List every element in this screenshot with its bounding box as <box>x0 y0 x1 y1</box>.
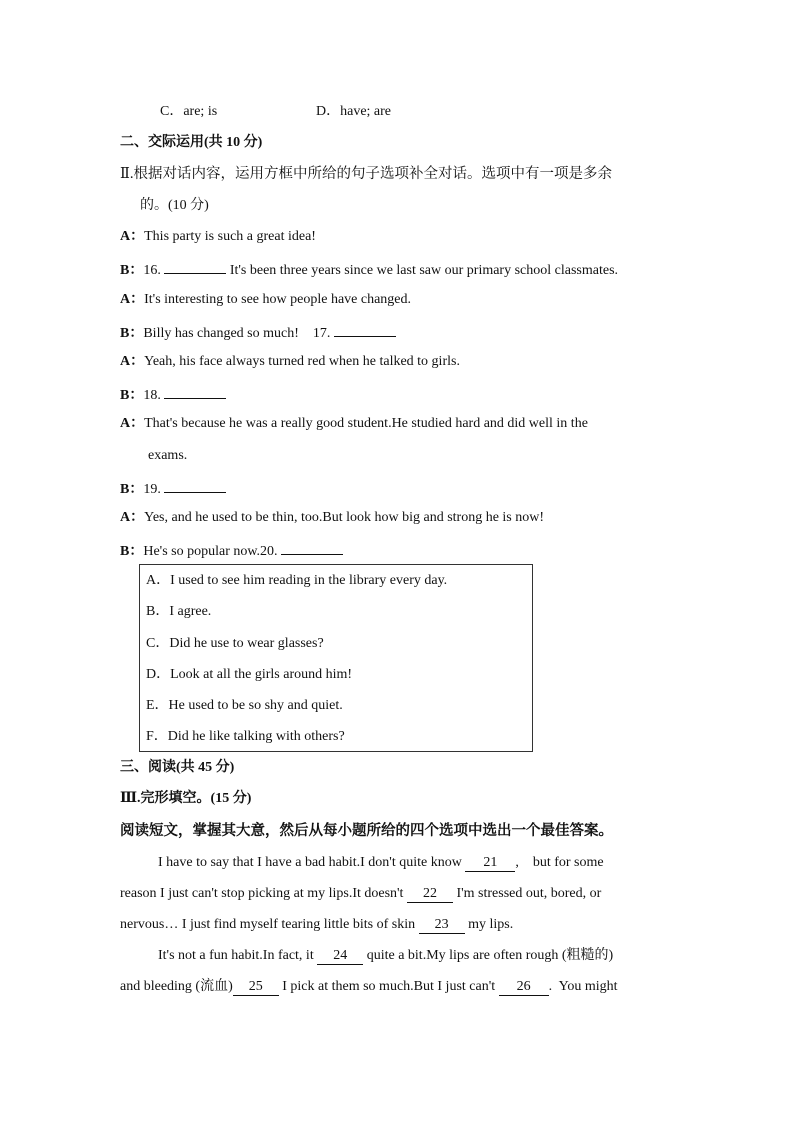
speaker-label: B： <box>120 326 144 341</box>
passage-line <box>158 946 613 966</box>
dialogue-text: 18. <box>143 388 165 403</box>
answer-blank-19[interactable] <box>164 477 226 493</box>
passage-line <box>158 853 604 873</box>
dialogue-text: This party is such a great idea! <box>144 229 316 244</box>
dialogue-line <box>120 508 544 528</box>
dialogue-line <box>120 258 618 281</box>
section3-sub-heading: Ⅲ.完形填空。(15 分) <box>120 791 252 806</box>
section2-instruction-line1: Ⅱ.根据对话内容，运用方框中所给的句子选项补全对话。选项中有一项是多余 <box>120 166 612 182</box>
passage-text: . You might <box>548 979 618 994</box>
cloze-blank-25[interactable]: 25 <box>233 978 279 996</box>
dialogue-text: Billy has changed so much! 17. <box>143 326 334 341</box>
answer-blank-20[interactable] <box>281 539 343 555</box>
section3-heading: 三、阅读(共 45 分) <box>120 760 235 775</box>
option-a: A．I used to see him reading in the library every day. <box>146 573 448 588</box>
dialogue-line <box>120 414 588 434</box>
passage-text: , but for some <box>515 855 604 870</box>
option-f: F．Did he like talking with others? <box>146 729 345 744</box>
dialogue-text: Yes, and he used to be thin, too.But look how big and strong he is now! <box>144 510 545 525</box>
passage-line <box>120 915 513 935</box>
dialogue-text: 19. <box>143 482 165 497</box>
dialogue-text: That's because he was a really good student.He studied hard and did well in the <box>144 416 588 431</box>
speaker-label: A： <box>120 229 145 244</box>
passage-text: quite a bit.My lips are often rough (粗糙的) <box>363 948 614 963</box>
dialogue-line <box>120 477 226 500</box>
passage-text: I'm stressed out, bored, or <box>452 886 602 901</box>
dialogue-line <box>120 383 226 406</box>
option-c-prev: C．are; is <box>160 104 218 119</box>
answer-blank-16[interactable] <box>164 258 226 274</box>
dialogue-text: Yeah, his face always turned red when he talked to girls. <box>144 354 460 369</box>
passage-line <box>120 977 617 997</box>
cloze-blank-24[interactable]: 24 <box>317 947 363 965</box>
passage-text: and bleeding (流血) <box>120 979 233 994</box>
answer-blank-18[interactable] <box>164 383 226 399</box>
answer-blank-17[interactable] <box>334 321 396 337</box>
passage-line <box>120 884 601 904</box>
options-box <box>139 564 533 752</box>
passage-text: my lips. <box>464 917 514 932</box>
cloze-blank-23[interactable]: 23 <box>419 916 465 934</box>
speaker-label: A： <box>120 354 145 369</box>
speaker-label: A： <box>120 292 145 307</box>
passage-text: reason I just can't stop picking at my lips.It doesn't <box>120 886 407 901</box>
cloze-blank-22[interactable]: 22 <box>407 885 453 903</box>
passage-text: It's not a fun habit.In fact, it <box>158 948 318 963</box>
section2-instruction-line2: 的。(10 分) <box>140 198 209 213</box>
dialogue-text: It's been three years since we last saw our primary school classmates. <box>226 263 619 278</box>
passage-text: nervous… I just find myself tearing little bits of skin <box>120 917 419 932</box>
passage-text: I have to say that I have a bad habit.I don't quite know <box>158 855 466 870</box>
option-e: E．He used to be so shy and quiet. <box>146 698 343 713</box>
dialogue-text: It's interesting to see how people have changed. <box>144 292 412 307</box>
dialogue-line <box>120 290 411 310</box>
dialogue-line <box>120 539 343 562</box>
dialogue-text: He's so popular now.20. <box>143 544 282 559</box>
dialogue-line-continued: exams. <box>148 448 188 463</box>
dialogue-line <box>120 227 316 247</box>
dialogue-line <box>120 321 396 344</box>
option-d-prev: D．have; are <box>316 104 392 119</box>
option-c: C．Did he use to wear glasses? <box>146 636 324 651</box>
cloze-blank-26[interactable]: 26 <box>499 978 549 996</box>
passage-text: I pick at them so much.But I just can't <box>278 979 499 994</box>
cloze-blank-21[interactable]: 21 <box>465 854 515 872</box>
speaker-label: B： <box>120 544 144 559</box>
section2-heading: 二、交际运用(共 10 分) <box>120 135 263 150</box>
section3-instruction: 阅读短文，掌握其大意，然后从每小题所给的四个选项中选出一个最佳答案。 <box>120 823 613 839</box>
speaker-label: B： <box>120 388 144 403</box>
speaker-label: B： <box>120 482 144 497</box>
option-d: D．Look at all the girls around him! <box>146 667 353 682</box>
speaker-label: A： <box>120 416 145 431</box>
speaker-label: A： <box>120 510 145 525</box>
dialogue-line <box>120 352 460 372</box>
speaker-label: B： <box>120 263 144 278</box>
option-b: B．I agree. <box>146 604 212 619</box>
dialogue-text: 16. <box>143 263 165 278</box>
